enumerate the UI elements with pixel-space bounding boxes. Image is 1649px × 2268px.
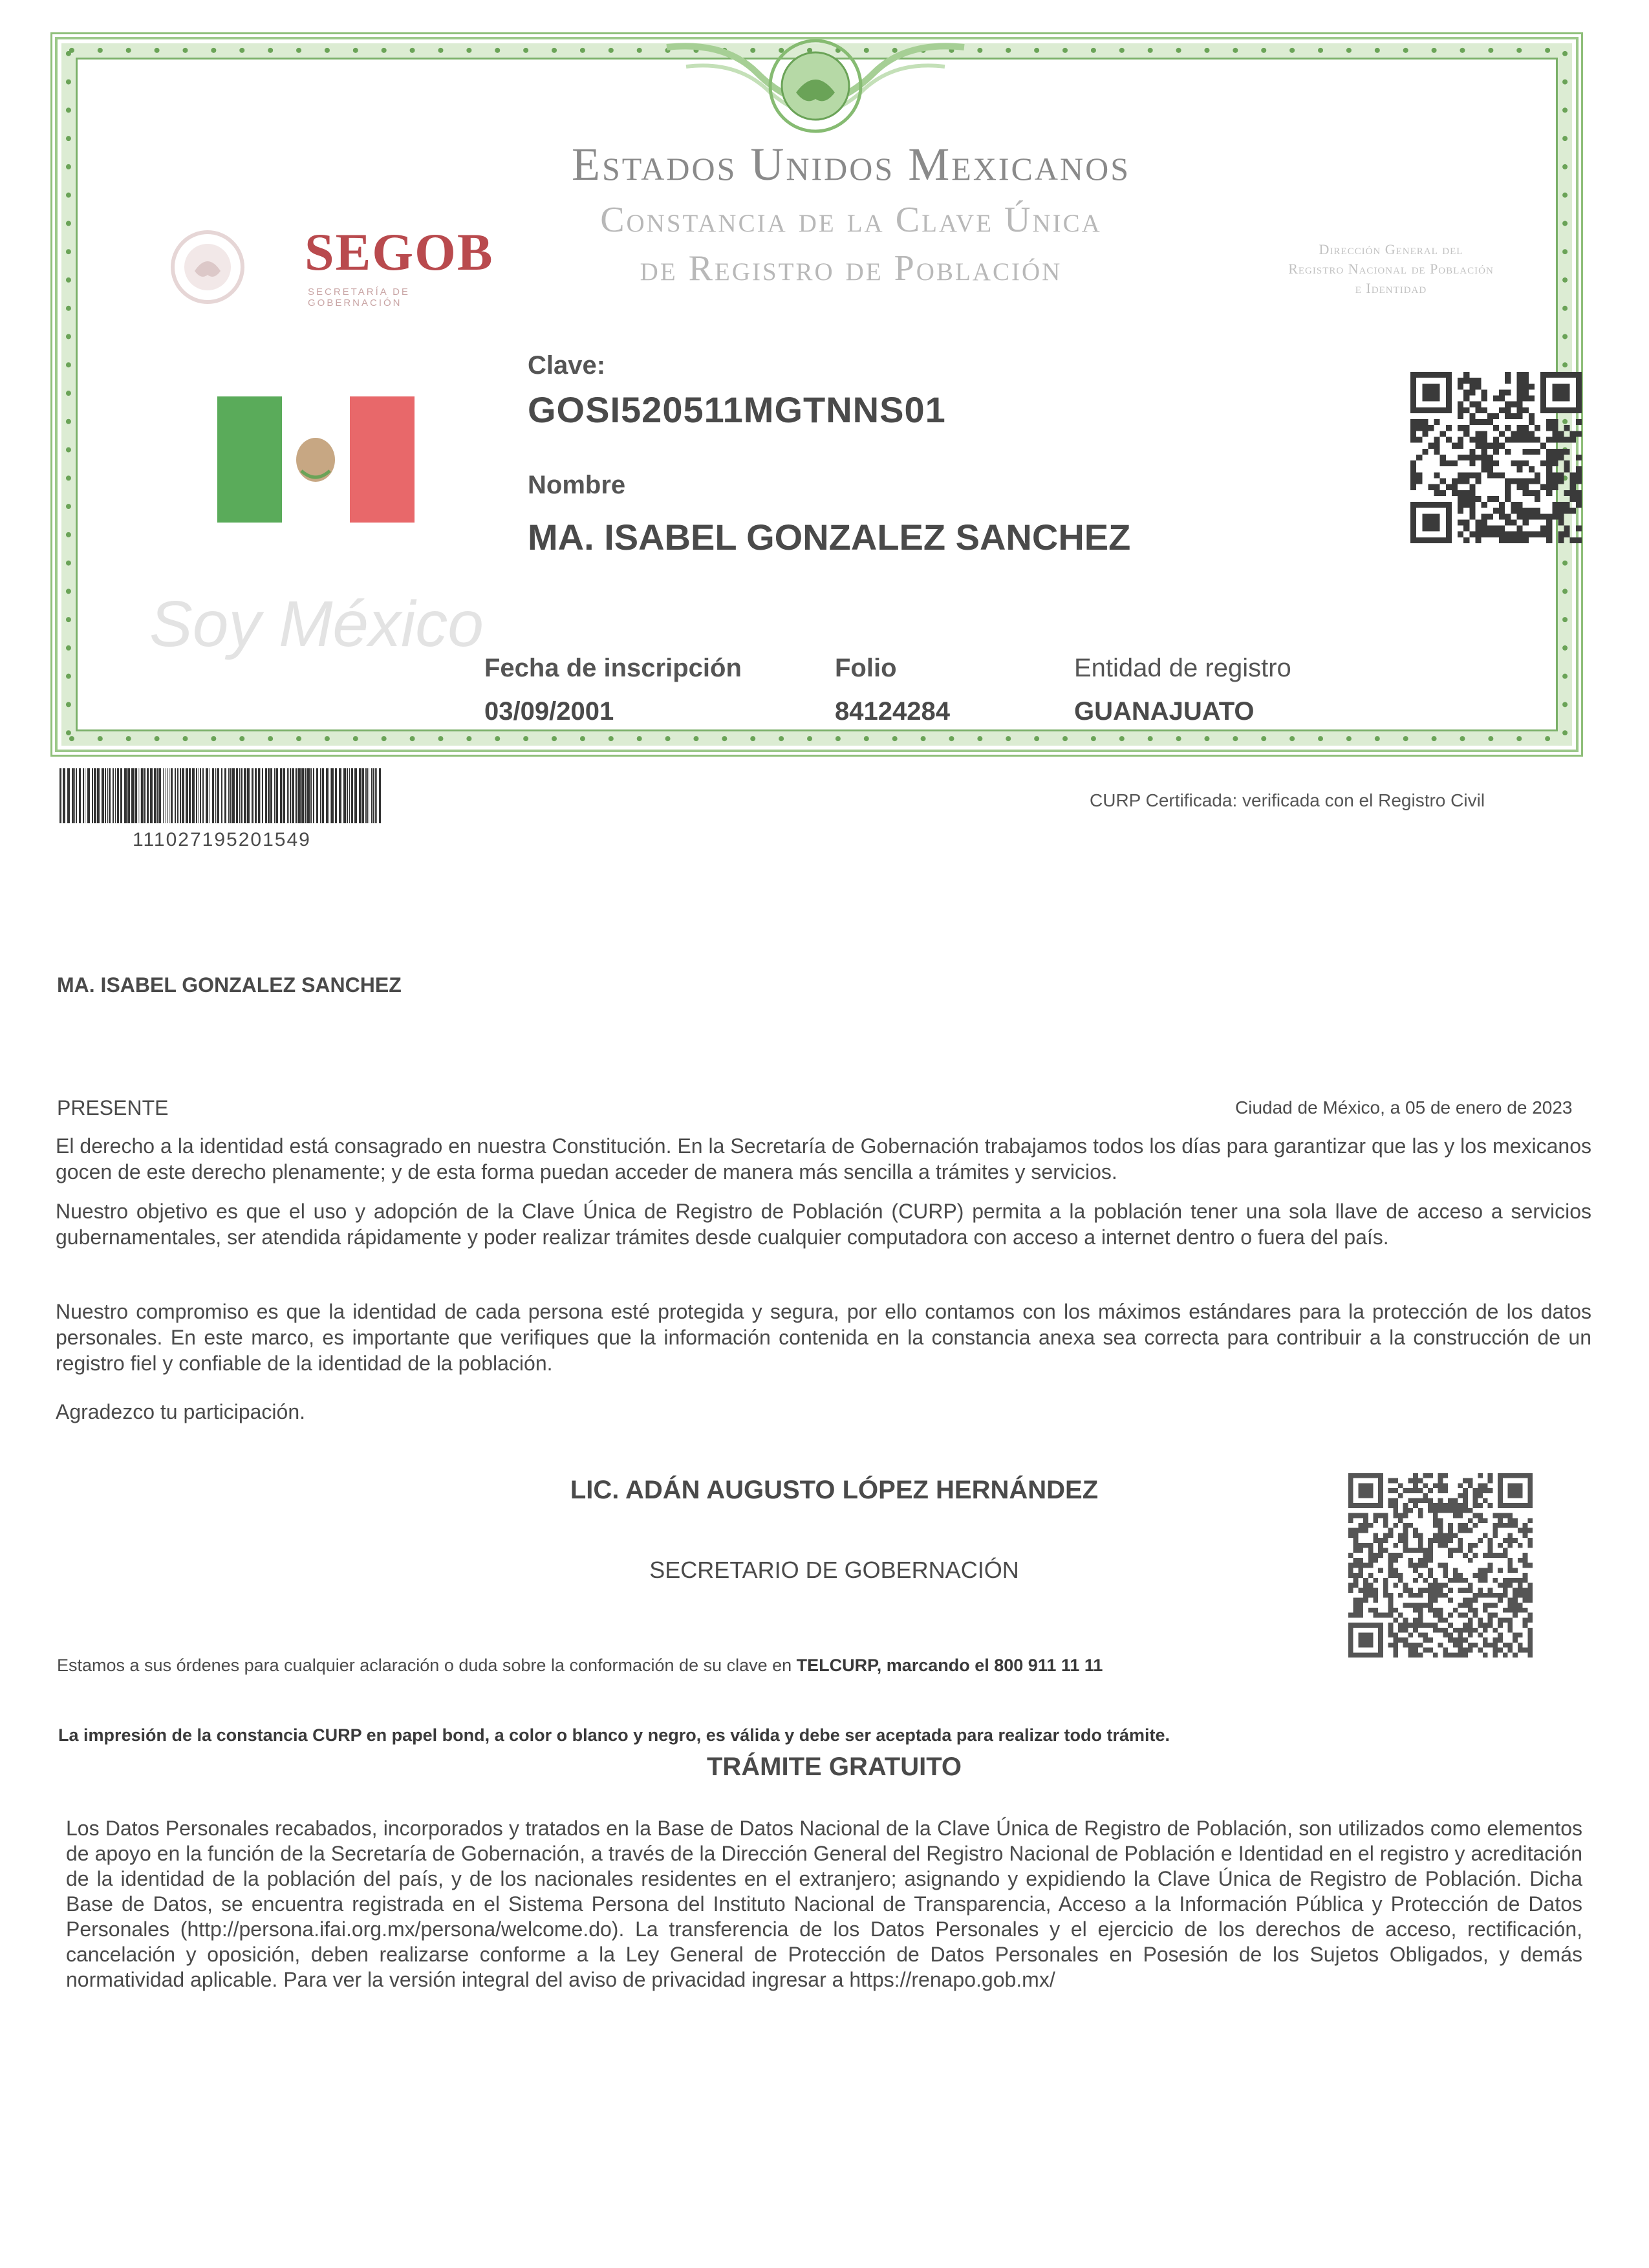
privacy-notice: Los Datos Personales recabados, incorporados y tratados en la Base de Datos Nacional de la Clave Única de Registro de Población, son utilizados como elementos de apoyo en la función de la Secretaría de Gobernación, a través de la Dirección General del Registro Nacional de Población e Identidad en el registro y acreditación de la identidad de la población del país, y de los nacionales residentes en el extranjero; asignando y expidiendo la Clave Única de Registro de Población. Dicha Base de Datos, se encuentra registrada en el Sistema Persona del Instituto Nacional de Transparencia, Acceso a la Información Pública y Protección de Datos Personales (http://persona.ifai.org.mx/persona/welcome.do). La transferencia de los Datos Personales y el ejercicio de los derechos de acceso, rectificación, cancelación y oposición, deben realizarse conforme a la Ley General de Protección de Datos Personales en Posesión de los Sujetos Obligados, y demás normatividad aplicable. Para ver la versión integral del aviso de privacidad ingresar a https://renapo.gob.mx/ <box>66 1817 1582 1991</box>
clave-value: GOSI520511MGTNNS01 <box>528 389 946 430</box>
title-constancia: Constancia de la Clave Única <box>600 200 1102 240</box>
nombre-value: MA. ISABEL GONZALEZ SANCHEZ <box>528 517 1131 557</box>
nombre-label: Nombre <box>528 471 626 499</box>
curp-certificate <box>50 32 1583 757</box>
segob-subtitle: SECRETARÍA DE GOBERNACIÓN <box>308 286 410 308</box>
tramite-gratuito: TRÁMITE GRATUITO <box>706 1753 962 1781</box>
barcode <box>59 768 383 823</box>
signer-name: LIC. ADÁN AUGUSTO LÓPEZ HERNÁNDEZ <box>570 1476 1099 1504</box>
fecha-inscripcion-label: Fecha de inscripción <box>484 654 742 682</box>
qr-code-letter <box>1348 1473 1533 1658</box>
soy-mexico-watermark: Soy México <box>149 588 484 660</box>
direccion-general-label: Dirección General del Registro Nacional de Población e Identidad <box>1288 241 1494 296</box>
signer-title: SECRETARIO DE GOBERNACIÓN <box>649 1557 1019 1583</box>
thanks-line: Agradezco tu participación. <box>56 1400 305 1423</box>
segob-name: SEGOB <box>305 222 494 281</box>
segob-seal-icon <box>169 228 246 306</box>
city-date: Ciudad de México, a 05 de enero de 2023 <box>1235 1097 1573 1118</box>
folio-label: Folio <box>835 654 897 682</box>
contact-line: Estamos a sus órdenes para cualquier aclaración o duda sobre la conformación de su clave en TELCURP, marcando el 800 911 11 11 <box>57 1656 1103 1675</box>
title-estados-unidos-mexicanos: Estados Unidos Mexicanos <box>571 138 1131 190</box>
national-crest-icon <box>647 34 984 144</box>
presente-label: PRESENTE <box>57 1096 169 1119</box>
letter-paragraph: El derecho a la identidad está consagrado en nuestra Constitución. En la Secretaría de Gobernación trabajamos todos los días para garantizar que las y los mexicanos gocen de este derecho plenamente; y de esta forma puedan acceder de manera más sencilla a trámites y servicios. <box>56 1134 1591 1183</box>
curp-certificada-note: CURP Certificada: verificada con el Registro Civil <box>1090 790 1485 810</box>
barcode-number: 111027195201549 <box>133 829 311 850</box>
letter-paragraph: Nuestro objetivo es que el uso y adopción de la Clave Única de Registro de Población (CURP) permita a la población tener una sola llave de acceso a servicios gubernamentales, ser atendida rápidamente y poder realizar trámites desde cualquier computadora con acceso a internet dentro o fuera del país. <box>56 1200 1591 1249</box>
letter-recipient: MA. ISABEL GONZALEZ SANCHEZ <box>57 973 402 997</box>
entidad-registro-label: Entidad de registro <box>1074 654 1291 682</box>
qr-code-certificate <box>1410 372 1582 543</box>
title-registro-poblacion: de Registro de Población <box>640 248 1062 288</box>
entidad-registro-value: GUANAJUATO <box>1074 697 1255 726</box>
letter-paragraph: Nuestro compromiso es que la identidad de cada persona esté protegida y segura, por ello contamos con los máximos estándares para la protección de los datos personales. En este marco, es importante que verifiques que la información contenida en la constancia anexa sea correcta para contribuir a la construcción de un registro fiel y confiable de la identidad de la población. <box>56 1300 1591 1375</box>
clave-label: Clave: <box>528 351 606 380</box>
impresion-note: La impresión de la constancia CURP en papel bond, a color o blanco y negro, es válida y debe ser aceptada para realizar todo trámite. <box>58 1725 1170 1745</box>
folio-value: 84124284 <box>835 697 950 726</box>
mexico-flag-icon <box>217 396 415 523</box>
telcurp-phone: TELCURP, marcando el 800 911 11 11 <box>796 1656 1103 1675</box>
segob-logo <box>156 222 494 319</box>
fecha-inscripcion-value: 03/09/2001 <box>484 697 614 726</box>
